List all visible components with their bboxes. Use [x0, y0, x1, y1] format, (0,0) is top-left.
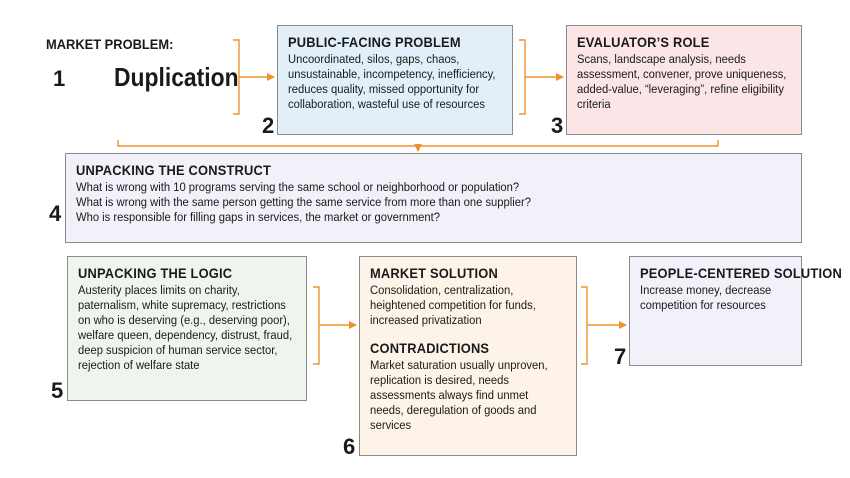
duplication-heading: Duplication	[114, 62, 239, 92]
bracket-public-facing	[519, 40, 525, 114]
people-centered-solution-box	[629, 256, 842, 366]
step-number-7: 7	[614, 344, 627, 369]
unpacking-construct-body	[76, 180, 786, 225]
construct-question: Who is responsible for filling gaps in services, the market or government?	[76, 210, 440, 224]
contradictions-body: Market saturation usually unproven, replication is desired, needs assessments always find unmet needs, deregulation of goods and services	[370, 358, 548, 432]
step-number-1: 1	[53, 66, 66, 91]
market-solution-title: MARKET SOLUTION	[370, 265, 498, 281]
public-facing-problem-body: Uncoordinated, silos, gaps, chaos, unsustainable, incompetency, inefficiency, reduces quality, missed opportunity for collaboration, wasteful use of resources	[288, 52, 496, 111]
bracket-top-row	[118, 140, 718, 146]
contradictions-title: CONTRADICTIONS	[370, 340, 490, 356]
people-centered-solution-title: PEOPLE-CENTERED SOLUTION	[640, 265, 842, 281]
market-solution-box	[359, 256, 577, 456]
step-number-5: 5	[51, 378, 64, 403]
step-number-3: 3	[551, 113, 564, 138]
evaluators-role-box	[566, 25, 802, 135]
unpacking-logic-title: UNPACKING THE LOGIC	[78, 265, 233, 281]
step-number-2: 2	[262, 113, 275, 138]
unpacking-logic-body: Austerity places limits on charity, paternalism, white supremacy, restrictions on who is deserving (e.g., deserving poor), welfare queen, dependency, distrust, fraud, deep suspicion of human service sector, rejection of welfare state	[78, 283, 293, 372]
unpacking-construct-title: UNPACKING THE CONSTRUCT	[76, 162, 272, 178]
bracket-market	[581, 287, 587, 364]
step-number-6: 6	[343, 434, 356, 459]
bracket-logic	[313, 287, 319, 364]
evaluators-role-title: EVALUATOR’S ROLE	[577, 34, 710, 50]
construct-question: What is wrong with 10 programs serving the same school or neighborhood or population?	[76, 180, 520, 194]
step-number-4: 4	[49, 201, 62, 226]
market-solution-body: Consolidation, centralization, heightened competition for funds, increased privatization	[370, 283, 536, 327]
unpacking-construct-box	[65, 153, 802, 243]
market-problem-label: MARKET PROBLEM:	[46, 36, 174, 52]
evaluators-role-body: Scans, landscape analysis, needs assessment, convener, prove uniqueness, added-value, “leveraging”, refine eligibility criteria	[577, 52, 787, 111]
unpacking-logic-box	[67, 256, 307, 401]
construct-question: What is wrong with the same person getting the same service from more than one supplier?	[76, 195, 531, 209]
people-centered-solution-body: Increase money, decrease competition for resources	[640, 283, 772, 312]
public-facing-problem-box	[277, 25, 513, 135]
public-facing-problem-title: PUBLIC-FACING PROBLEM	[288, 34, 461, 50]
